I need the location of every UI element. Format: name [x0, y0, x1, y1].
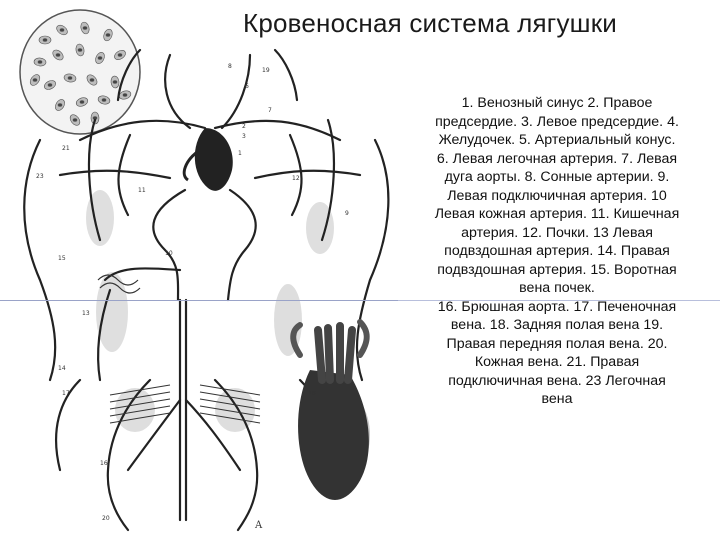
heart-upper: [184, 128, 233, 191]
callout-number: 16: [100, 460, 108, 467]
blood-cell-nucleus: [113, 81, 117, 84]
legend-line: Левая кожная артерия. 11. Кишечная: [434, 206, 680, 222]
callout-number: 10: [165, 250, 173, 257]
legend-line: подключичная вена. 23 Легочная: [448, 372, 666, 389]
callout-number: 17: [62, 390, 70, 397]
callout-number: 2: [242, 123, 246, 130]
legend-line: Кожная вена. 21. Правая: [474, 354, 640, 370]
callout-number: 6: [245, 83, 249, 90]
legend-line: вена. 18. Задняя полая вена 19.: [450, 317, 664, 333]
blood-cell-nucleus: [33, 79, 37, 82]
blood-cell-nucleus: [83, 27, 87, 30]
legend-line: предсердие. 3. Левое предсердие. 4.: [435, 113, 679, 130]
callout-number: 9: [345, 210, 349, 217]
blood-cell-nucleus: [60, 29, 64, 32]
blood-cell-nucleus: [123, 94, 127, 97]
legend-line: подвздошная артерия. 15. Воротная: [437, 261, 677, 278]
blood-cell-nucleus: [98, 57, 102, 60]
slide-title: Кровеносная система лягушки: [242, 8, 618, 38]
callout-number: 11: [138, 187, 146, 194]
blood-cell-nucleus: [58, 104, 62, 107]
legend-line: Правая передняя полая вена. 20.: [446, 335, 668, 352]
blood-cell-nucleus: [56, 54, 60, 57]
blood-cell-nucleus: [68, 77, 72, 80]
legend-line: 6. Левая легочная артерия. 7. Левая: [436, 150, 678, 167]
callout-number: 1: [238, 150, 242, 157]
organ-shadows: [86, 190, 334, 432]
blood-cell-nucleus: [73, 119, 77, 122]
callout-number: 19: [262, 67, 270, 74]
legend-line: вена почек.: [519, 280, 595, 296]
blood-cell-nucleus: [102, 99, 106, 102]
callout-number: 7: [268, 107, 272, 114]
legend-line: 1. Венозный синус 2. Правое: [461, 95, 653, 111]
legend-line: Желудочек. 5. Артериальный конус.: [438, 132, 676, 148]
callout-number: 23: [36, 173, 44, 180]
guide-line-left: [0, 300, 398, 301]
blood-cell-nucleus: [90, 79, 94, 82]
callout-number: 15: [58, 255, 66, 262]
blood-cell-nucleus: [118, 54, 122, 57]
callout-number: 14: [58, 365, 66, 372]
callout-number: 3: [242, 133, 246, 140]
blood-cell-nucleus: [80, 101, 84, 104]
legend-text: [398, 94, 716, 409]
figure-letter: A: [255, 520, 263, 531]
blood-cell-nucleus: [48, 84, 52, 87]
callout-number: 18: [308, 390, 316, 397]
blood-cell-nucleus: [106, 34, 110, 37]
legend-line: дуга аорты. 8. Сонные артерии. 9.: [444, 169, 670, 185]
callout-number: 12: [292, 175, 300, 182]
legend-line: вена: [541, 391, 573, 407]
blood-cell-nucleus: [38, 61, 42, 64]
legend-line: 16. Брюшная аорта. 17. Печеночная: [437, 298, 677, 315]
legend-line: подвздошная артерия. 14. Правая: [444, 243, 670, 259]
callout-number: 8: [228, 63, 232, 70]
blood-smear-micrograph: [20, 10, 140, 134]
blood-cell-nucleus: [78, 49, 82, 52]
callout-number: 13: [82, 310, 90, 317]
callout-number: 20: [102, 515, 110, 522]
callout-number: 21: [62, 145, 70, 152]
legend-line: Левая подключичная артерия. 10: [447, 187, 667, 204]
blood-cell-nucleus: [43, 39, 47, 42]
legend-line: артерия. 12. Почки. 13 Левая: [461, 224, 653, 241]
heart-lower: [293, 322, 370, 500]
